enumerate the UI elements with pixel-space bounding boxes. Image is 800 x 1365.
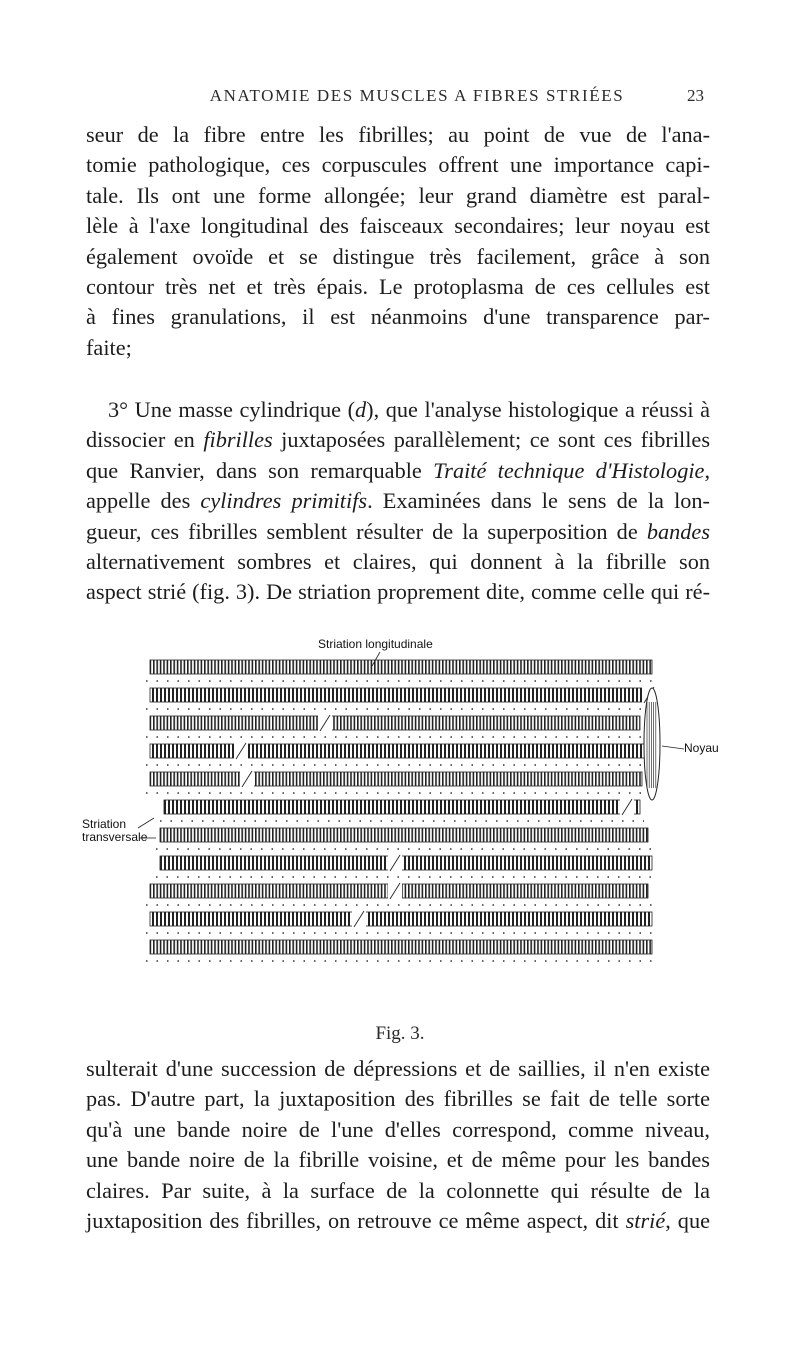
page-number: 23 [687,86,704,105]
text-line [86,517,710,547]
nucleus [644,688,660,800]
label-noyau-text: Noyau [684,741,719,755]
fibrils-illustration [0,632,800,1022]
text-run: . Examinées dans le sens de la lon- [367,488,710,514]
fibril-band [150,912,652,926]
text-italic: d [355,397,367,422]
figure-3 [0,632,800,1022]
fibril-band [160,856,652,870]
text-line [86,456,710,486]
fibril-band [150,716,640,730]
text-run: dissocier en [86,427,204,453]
figure-caption: Fig. 3. [375,1023,425,1044]
text-line [86,425,710,455]
fibril-band [150,688,650,702]
text-line: à fines granulations, il est néanmoins d'une transparence par- [86,304,710,330]
text-line: aspect strié (fig. 3). De striation proprement dite, comme celle qui ré- [86,579,710,605]
text-italic: cylindres primitifs [200,488,368,514]
fibril-band [164,800,640,814]
fibril-bands [146,660,660,961]
text-run: gueur, ces fibrilles semblent résulter de la superposition de [86,518,647,544]
text-run: appelle des [86,488,201,514]
text-italic: bandes [646,518,710,544]
fibril-band [150,660,652,674]
text-italic: strié [625,1208,666,1234]
fibril-band [160,828,648,842]
text-line: claires. Par suite, à la surface de la colonnette qui résulte de la [86,1177,710,1203]
text-run: 3° Une masse cylindrique ( [108,397,356,422]
text-line: tale. Ils ont une forme allongée; leur grand diamètre est paral- [86,182,710,208]
text-line: seur de la fibre entre les fibrilles; au point de vue de l'ana- [86,122,710,147]
text-run: ), que l'analyse histologique a réussi à [366,397,711,422]
text-line: qu'à une bande noire de l'une d'elles correspond, comme niveau, [86,1116,710,1142]
text-line: sulterait d'une succession de dépressions et de saillies, il n'en existe [86,1056,710,1081]
fibril-band [150,772,642,786]
text-line [86,486,710,516]
text-line: tomie pathologique, ces corpuscules offrent une importance capi- [86,152,710,178]
text-line: alternativement sombres et claires, qui donnent à la fibrille son [86,549,710,575]
text-italic: fibrilles [203,427,273,453]
label-top: Striation longitudinale [318,637,433,651]
label-left-2: transversale [82,830,148,844]
text-run: juxtaposition des fibrilles, on retrouve ce même aspect, dit [86,1208,626,1234]
text-run: juxtaposées parallèlement; ce sont ces fibrilles [272,427,711,453]
paragraph-3 [86,1054,710,1236]
text-line [86,395,710,425]
text-line: pas. D'autre part, la juxtaposition des fibrilles se fait de telle sorte [86,1086,710,1112]
text-line: une bande noire de la fibrille voisine, et de même pour les bandes [86,1147,710,1173]
text-run: que Ranvier, dans son remarquable [86,457,434,483]
text-italic: Traité technique d'Histologie [433,457,705,483]
paragraph-2 [86,395,710,608]
fibril-band [150,940,652,954]
text-run: , [704,457,711,483]
label-left-1: Striation [82,817,127,831]
label-noyau [662,741,719,755]
paragraph-1 [86,120,710,363]
running-head: ANATOMIE DES MUSCLES A FIBRES STRIÉES [209,86,625,105]
text-line [86,1206,710,1236]
text-line: faite; [86,334,132,360]
text-line: contour très net et très épais. Le protoplasma de ces cellules est [86,274,710,300]
fibril-band [150,744,650,758]
label-striation-transversale [82,817,156,844]
text-line: lèle à l'axe longitudinal des faisceaux secondaires; leur noyau est [86,213,710,239]
text-line: également ovoïde et se distingue très facilement, grâce à son [86,243,710,269]
text-run: , que [665,1208,710,1234]
